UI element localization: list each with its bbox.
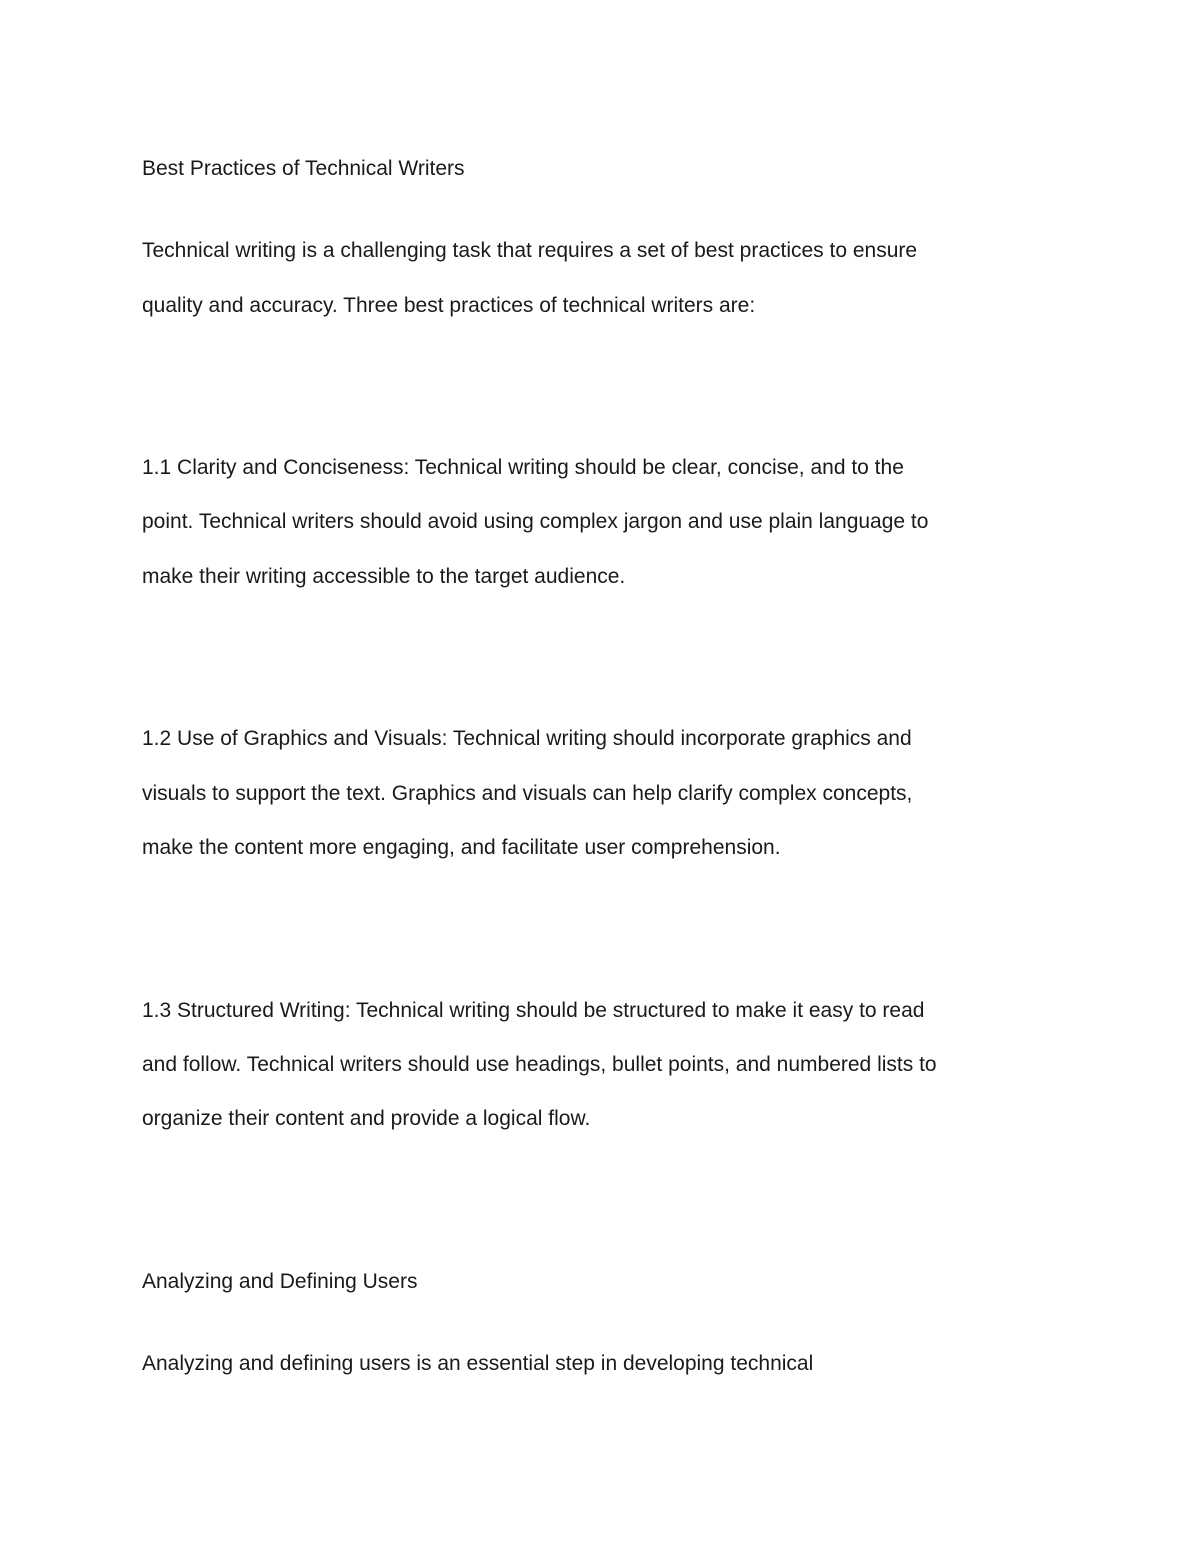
document-title: Best Practices of Technical Writers (142, 157, 465, 180)
section-heading: Analyzing and Defining Users (142, 1270, 418, 1293)
p2-line-3: make the content more engaging, and facilitate user comprehension. (142, 836, 781, 859)
p3-line-3: organize their content and provide a logical flow. (142, 1107, 591, 1130)
p1-line-1: 1.1 Clarity and Conciseness: Technical writing should be clear, concise, and to the (142, 456, 904, 479)
p1-line-2: point. Technical writers should avoid using complex jargon and use plain language to (142, 510, 929, 533)
p1-line-3: make their writing accessible to the target audience. (142, 565, 626, 588)
p2-line-2: visuals to support the text. Graphics and visuals can help clarify complex concepts, (142, 782, 913, 805)
p2-line-1: 1.2 Use of Graphics and Visuals: Technical writing should incorporate graphics and (142, 727, 912, 750)
intro-line-2: quality and accuracy. Three best practices of technical writers are: (142, 294, 756, 317)
intro-line-1: Technical writing is a challenging task that requires a set of best practices to ensure (142, 239, 918, 262)
p3-line-2: and follow. Technical writers should use headings, bullet points, and numbered lists to (142, 1053, 937, 1076)
p3-line-1: 1.3 Structured Writing: Technical writing should be structured to make it easy to read (142, 999, 925, 1022)
p4-line-1: Analyzing and defining users is an essential step in developing technical (142, 1352, 814, 1375)
